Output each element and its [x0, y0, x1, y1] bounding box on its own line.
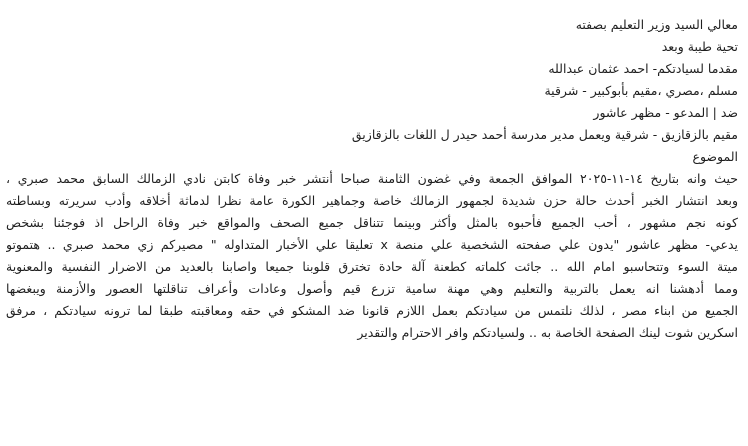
- sender-line: مقدما لسيادتكم- احمد عثمان عبدالله: [548, 61, 738, 76]
- body-line: الجميع من ابناء مصر ، لذلك نلتمس من سيادتكم بعمل اللازم قانونا ضد المشكو في حقه ومعاقبته طبقا لما ترونه سيادتكم ، مرفق: [6, 303, 738, 318]
- addressee-line: معالي السيد وزير التعليم بصفته: [575, 17, 738, 32]
- defendant-details-line: مقيم بالزقازيق - شرقية ويعمل مدير مدرسة أحمد حيدر ل اللغات بالزقازيق: [351, 127, 738, 142]
- letter-body: [6, 168, 738, 344]
- body-line: يدعي- مظهر عاشور "يدون علي صفحته الشخصية علي منصة x تعليقا علي الأخبار المتداوله " مصيركم زي محمد صبري .. هتموتو: [6, 237, 738, 252]
- greeting-line: تحية طيبة وبعد: [661, 39, 738, 54]
- body-line: كونه نجم مشهور ، أحب الجميع فأحبوه بالمثل وأكثر وبينما تتناقل جميع الصحف والمواقع خبر وفاة الراحل اذ فوجئنا بشخص: [6, 215, 738, 230]
- body-line: ميتة السوء وتتحاسبو امام الله .. جائت كلماته كطعنة آلة حادة تخترق قلوبنا جميعا واصابنا بالعديد من الاضرار النفسية والمعنوية: [6, 259, 738, 274]
- body-line: ومما أدهشنا انه يعمل بالتربية والتعليم وهي مهنة سامية تزرع قيم وأصول وعادات وأعراف تناقلتها العصور والأزمنة ويبغضها: [6, 281, 738, 296]
- body-line: وبعد انتشار الخبر أحدث حالة حزن شديدة لجمهور الزمالك خاصة وجماهير الكورة عامة نظرا لدماثة أخلاقه وأدب سريرته وبساطته: [6, 193, 738, 208]
- closing-line: اسكرين شوت لينك الصفحة الخاصة به .. ولسيادتكم وافر الاحترام والتقدير: [357, 325, 738, 340]
- body-line: حيث وانه بتاريخ ١٤-١١-٢٠٢٥ الموافق الجمعة وفي غضون الثامنة صباحا أنتشر خبر وفاة كابتن نادي الزمالك السابق محمد صبري ،: [6, 171, 738, 186]
- subject-heading: الموضوع: [692, 149, 738, 164]
- letter-header: [6, 14, 738, 168]
- sender-details-line: مسلم ،مصري ،مقيم بأبوكبير - شرقية: [544, 83, 738, 98]
- defendant-line: ضد | المدعو - مظهر عاشور: [593, 105, 738, 120]
